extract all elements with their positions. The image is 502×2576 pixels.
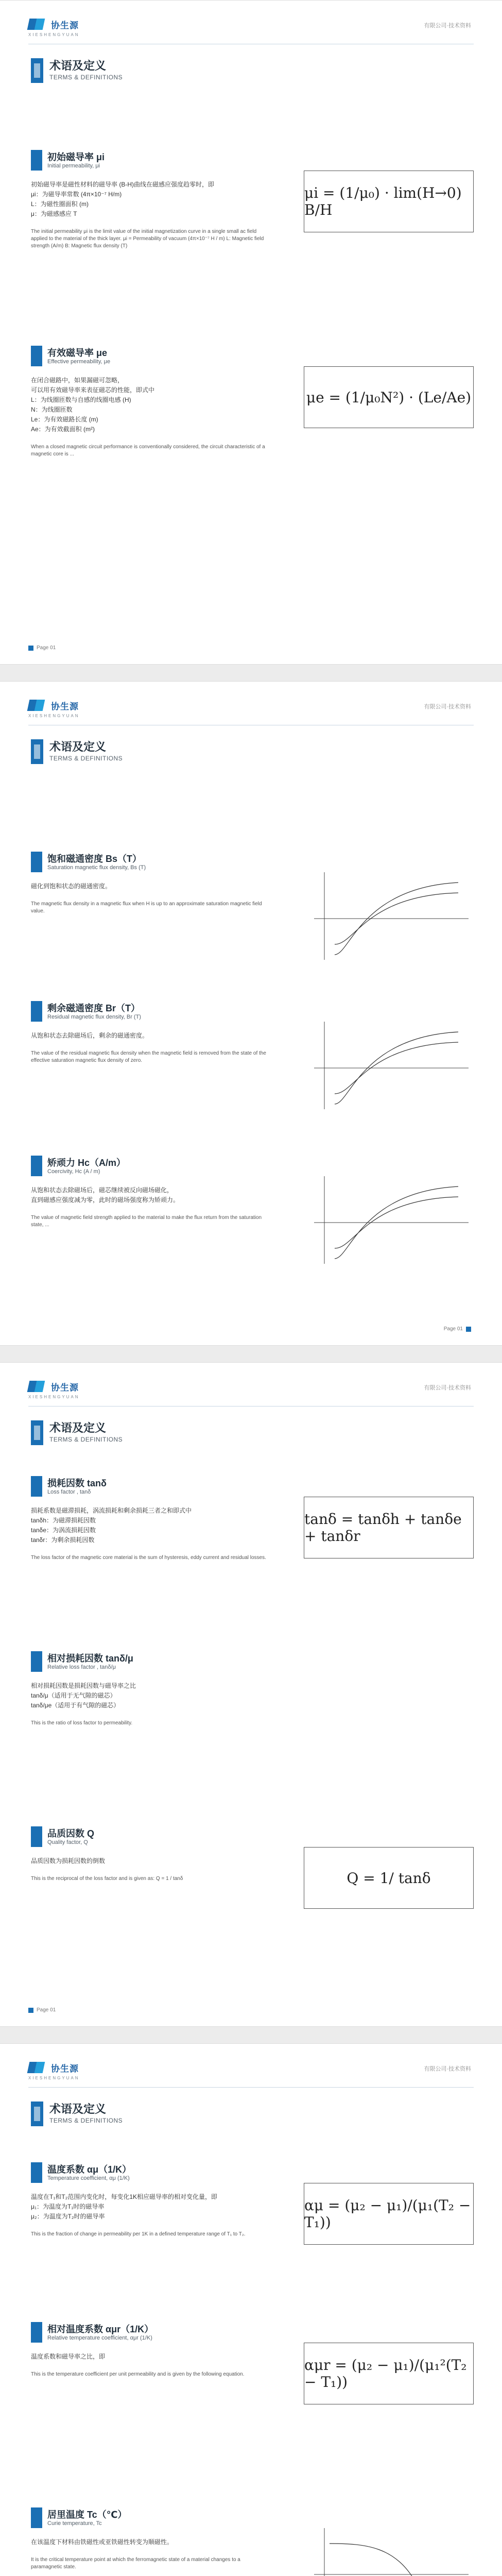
page-footer: [28, 645, 56, 651]
term-title: 饱和磁通密度 Bs（T）: [47, 854, 142, 864]
term-entry: [31, 1001, 474, 1156]
logo-shape-b: [34, 1381, 45, 1392]
term-description: [31, 2537, 273, 2547]
page-sheet: [0, 681, 502, 1346]
term-english-note: This is the fraction of change in permeability per 1K in a defined temperature range of T₁ to T₂.: [31, 2231, 246, 2237]
logo-icon: [28, 699, 46, 712]
term-english-note: This is the reciprocal of the loss factor and is given as: Q = 1 / tanδ: [31, 1876, 183, 1882]
description-line: μ：为磁感感应 T: [31, 210, 77, 217]
term-english-note: When a closed magnetic circuit performance is conventionally considered, the circuit characteristic of a magnetic core is ...: [31, 444, 265, 457]
term-english-note: This is the temperature coefficient per unit permeability and is given by the following equation.: [31, 2371, 245, 2377]
brand-name: 协生源: [51, 701, 79, 711]
description-line: 温度在T₁和T₂范围内变化时，每变化1K相应磁导率的相对变化量，即: [31, 2193, 218, 2200]
term-subtitle: Saturation magnetic flux density, Bs (T): [47, 865, 146, 871]
curve-plot: [304, 1016, 474, 1114]
formula-text: tanδ = tanδh + tanδe + tanδr: [304, 1511, 462, 1545]
logo-icon: [28, 1380, 46, 1393]
term-english-note: The value of magnetic field strength applied to the material to make the flux return from the saturation state, ...: [31, 1215, 262, 1228]
footer-label: Page 01: [37, 2007, 56, 2013]
term-description: [31, 1681, 273, 1710]
term-subtitle: Quality factor, Q: [47, 1839, 88, 1845]
page-footer: [28, 2007, 56, 2013]
description-line: 品质因数为损耗因数的倒数: [31, 1857, 106, 1865]
description-line: L：为线圈匝数与自感的线圈电感 (H): [31, 396, 131, 403]
description-line: 损耗系数是磁滞损耗，涡流损耗和剩余损耗三者之和即式中: [31, 1507, 192, 1514]
term-subtitle: Effective permeability, μe: [47, 359, 111, 365]
page-sheet: [0, 2043, 502, 2576]
term-description: [31, 2192, 273, 2222]
brand-sub: XIESHENGYUAN: [28, 32, 80, 37]
term-entry: [31, 1476, 474, 1631]
term-entry: [31, 2507, 474, 2576]
term-description: [31, 180, 273, 219]
formula-text: αμr = (μ₂ − μ₁)/(μ₁²(T₂ − T₁)): [304, 2357, 467, 2391]
logo-shape-b: [34, 2062, 45, 2073]
description-line: tanδr：为剩余损耗因数: [31, 1536, 95, 1544]
plot-curve: [330, 2544, 458, 2576]
term-subtitle: Curie temperature, Tc: [47, 2520, 102, 2527]
logo-icon: [28, 2061, 46, 2074]
term-subtitle: Relative temperature coefficient, αμr (1/K): [47, 2335, 152, 2341]
description-line: μ₁：为温度为T₁时的磁导率: [31, 2203, 105, 2210]
description-line: tanδ/μe（适用于有气隙的磁芯）: [31, 1702, 120, 1709]
section-title-en: TERMS & DEFINITIONS: [49, 1436, 123, 1443]
section-title-cn: 术语及定义: [49, 2103, 107, 2115]
section-title: [31, 2099, 288, 2128]
term-marker-icon: [31, 2507, 42, 2528]
header-divider: [28, 2087, 474, 2088]
formula-box: [304, 1497, 474, 1558]
term-description: [31, 2352, 273, 2362]
formula-text: μi = (1/μ₀) · lim(H→0) B/H: [304, 184, 462, 218]
description-line: 在该温度下材料由铁磁性或亚铁磁性转变为顺磁性。: [31, 2538, 174, 2546]
header-caption: 有限公司·技术资料: [424, 2066, 471, 2072]
term-subtitle: Relative loss factor , tanδ/μ: [47, 1664, 116, 1670]
term-english-note: The initial permeability μi is the limit value of the initial magnetization curve in a single small ac field applied to the material of the thick layer. μi = Permeability of vacuum (4π×10⁻⁷ H / m) L: Magnetic field strength (A/m) B: Magnetic flux density (T): [31, 229, 264, 249]
term-title: 相对温度系数 αμr（1/K）: [47, 2324, 154, 2334]
term-description: [31, 376, 273, 434]
description-line: 初始磁导率是磁性材料的磁导率 (B-H)曲线在磁感应强度趋零时，即: [31, 181, 214, 188]
term-description: [31, 1185, 273, 1205]
term-marker-icon: [31, 1476, 42, 1497]
footer-label: Page 01: [37, 645, 56, 651]
formula-text: Q = 1/ tanδ: [347, 1869, 431, 1887]
description-line: μi：为磁导率常数 (4π×10⁻⁷ H/m): [31, 191, 122, 198]
page-header: [0, 1363, 502, 1409]
term-entry: [31, 852, 474, 1006]
page-sheet: [0, 0, 502, 665]
section-title-en: TERMS & DEFINITIONS: [49, 74, 123, 81]
term-title: 损耗因数 tanδ: [47, 1478, 107, 1488]
header-caption: 有限公司·技术资料: [424, 704, 471, 710]
brand-sub: XIESHENGYUAN: [28, 714, 80, 718]
footer-marker-icon: [28, 646, 33, 651]
term-title: 初始磁导率 μi: [47, 152, 105, 162]
term-title: 温度系数 αμ（1/K）: [47, 2164, 132, 2175]
term-title: 相对损耗因数 tanδ/μ: [47, 1653, 133, 1664]
brand-logo: [28, 699, 79, 712]
section-title-cn: 术语及定义: [49, 59, 107, 72]
section-title: [31, 1418, 288, 1447]
formula-box: [304, 1847, 474, 1909]
formula-text: αμ = (μ₂ − μ₁)/(μ₁(T₂ − T₁)): [304, 2197, 471, 2231]
term-marker-icon: [31, 1001, 42, 1022]
term-marker-icon: [31, 346, 42, 366]
term-marker-icon: [31, 1651, 42, 1672]
page-header: [0, 682, 502, 728]
term-title: 剩余磁通密度 Br（T）: [47, 1003, 140, 1013]
section-title-cn: 术语及定义: [49, 1421, 107, 1434]
description-line: tanδh：为磁滞损耗因数: [31, 1517, 96, 1524]
section-title: [31, 737, 288, 766]
formula-box: [304, 2343, 474, 2404]
page-sheet: [0, 1362, 502, 2027]
term-english-note: The magnetic flux density in a magnetic flux when H is up to an approximate saturation magnetic field value.: [31, 901, 262, 914]
header-caption: 有限公司·技术资料: [424, 1385, 471, 1391]
term-english-note: This is the ratio of loss factor to permeability.: [31, 1720, 133, 1726]
term-marker-icon: [31, 2322, 42, 2343]
term-subtitle: Initial permeability, μi: [47, 163, 100, 169]
term-description: [31, 1031, 273, 1041]
term-marker-icon: [31, 150, 42, 171]
term-entry: [31, 346, 474, 500]
description-line: 可以用有效磁导率来表征磁芯的性能，即式中: [31, 386, 155, 394]
description-line: N：为线圈匝数: [31, 406, 73, 413]
term-entry: [31, 1156, 474, 1310]
curve-plot: [304, 1171, 474, 1269]
description-line: 从饱和状态去除磁场后，磁芯继续被反向磁场磁化，: [31, 1187, 174, 1194]
description-line: 相对损耗因数是损耗因数与磁导率之比: [31, 1682, 136, 1689]
term-english-note: The loss factor of the magnetic core material is the sum of hysteresis, eddy current and residual losses.: [31, 1555, 266, 1561]
description-line: Le：为有效磁路长度 (m): [31, 416, 98, 423]
brand-name: 协生源: [51, 1382, 79, 1393]
brand-name: 协生源: [51, 20, 79, 30]
page-footer: [444, 1326, 471, 1332]
description-line: L：为磁性圈面积 (m): [31, 200, 89, 208]
page-header: [0, 2044, 502, 2090]
term-subtitle: Residual magnetic flux density, Br (T): [47, 1014, 141, 1020]
formula-box: [304, 2183, 474, 2245]
footer-label: Page 01: [443, 1326, 463, 1332]
term-marker-icon: [31, 2162, 42, 2183]
logo-icon: [28, 18, 46, 31]
term-marker-icon: [31, 852, 42, 872]
term-english-note: It is the critical temperature point at which the ferromagnetic state of a material changes to a paramagnetic state.: [31, 2557, 240, 2570]
term-description: [31, 1506, 273, 1545]
section-title-cn: 术语及定义: [49, 740, 107, 753]
brand-logo: [28, 1380, 79, 1393]
logo-shape-b: [34, 19, 45, 30]
formula-box: [304, 171, 474, 232]
brand-logo: [28, 18, 79, 31]
term-title: 品质因数 Q: [47, 1828, 95, 1839]
term-subtitle: Temperature coefficient, αμ (1/K): [47, 2175, 130, 2181]
term-english-note: The value of the residual magnetic flux density when the magnetic field is removed from the state of the effective saturation magnetic flux density of zero.: [31, 1050, 266, 1063]
section-bar-icon: [31, 1420, 43, 1445]
logo-shape-b: [34, 700, 45, 711]
term-marker-icon: [31, 1156, 42, 1176]
term-entry: [31, 1651, 474, 1806]
term-entry: [31, 1826, 474, 1981]
description-line: 从饱和状态去除磁场后，剩余的磁通密度。: [31, 1032, 149, 1039]
term-entry: [31, 2322, 474, 2477]
curve-plot: [304, 2523, 474, 2576]
term-description: [31, 882, 273, 891]
section-bar-icon: [31, 739, 43, 764]
section-title-en: TERMS & DEFINITIONS: [49, 2117, 123, 2124]
description-line: 直到磁感应强度减为零，此时的磁场强度称为矫顽力。: [31, 1196, 180, 1204]
term-subtitle: Coercivity, Hc (A / m): [47, 1168, 100, 1175]
term-title: 居里温度 Tc（℃）: [47, 2510, 127, 2520]
formula-text: μe = (1/μ₀N²) · (Le/Ae): [306, 388, 472, 406]
description-line: μ₂：为温度为T₂时的磁导率: [31, 2213, 105, 2220]
page-header: [0, 1, 502, 47]
term-subtitle: Loss factor , tanδ: [47, 1489, 91, 1495]
brand-name: 协生源: [51, 2063, 79, 2074]
description-line: 磁化到饱和状态的磁通密度。: [31, 883, 112, 890]
description-line: Ae：为有效截面积 (m²): [31, 426, 95, 433]
term-entry: [31, 2162, 474, 2317]
term-title: 矫顽力 Hc（A/m）: [47, 1158, 126, 1168]
footer-marker-icon: [466, 1327, 471, 1332]
term-description: [31, 1856, 273, 1866]
section-bar-icon: [31, 2102, 43, 2126]
section-title: [31, 56, 288, 85]
header-caption: 有限公司·技术资料: [424, 23, 471, 29]
brand-logo: [28, 2061, 79, 2074]
brand-sub: XIESHENGYUAN: [28, 2076, 80, 2080]
brand-sub: XIESHENGYUAN: [28, 1395, 80, 1399]
footer-marker-icon: [28, 2008, 33, 2013]
term-entry: [31, 150, 474, 304]
description-line: 在闭合磁路中，如果漏磁可忽略，: [31, 377, 124, 384]
section-bar-icon: [31, 58, 43, 83]
description-line: tanδ/μ（适用于无气隙的磁芯）: [31, 1692, 116, 1699]
curve-plot: [304, 867, 474, 965]
description-line: tanδe：为涡流损耗因数: [31, 1527, 96, 1534]
formula-box: [304, 366, 474, 428]
section-title-en: TERMS & DEFINITIONS: [49, 755, 123, 762]
description-line: 温度系数和磁导率之比，即: [31, 2353, 106, 2360]
term-title: 有效磁导率 μe: [47, 348, 108, 358]
term-marker-icon: [31, 1826, 42, 1847]
